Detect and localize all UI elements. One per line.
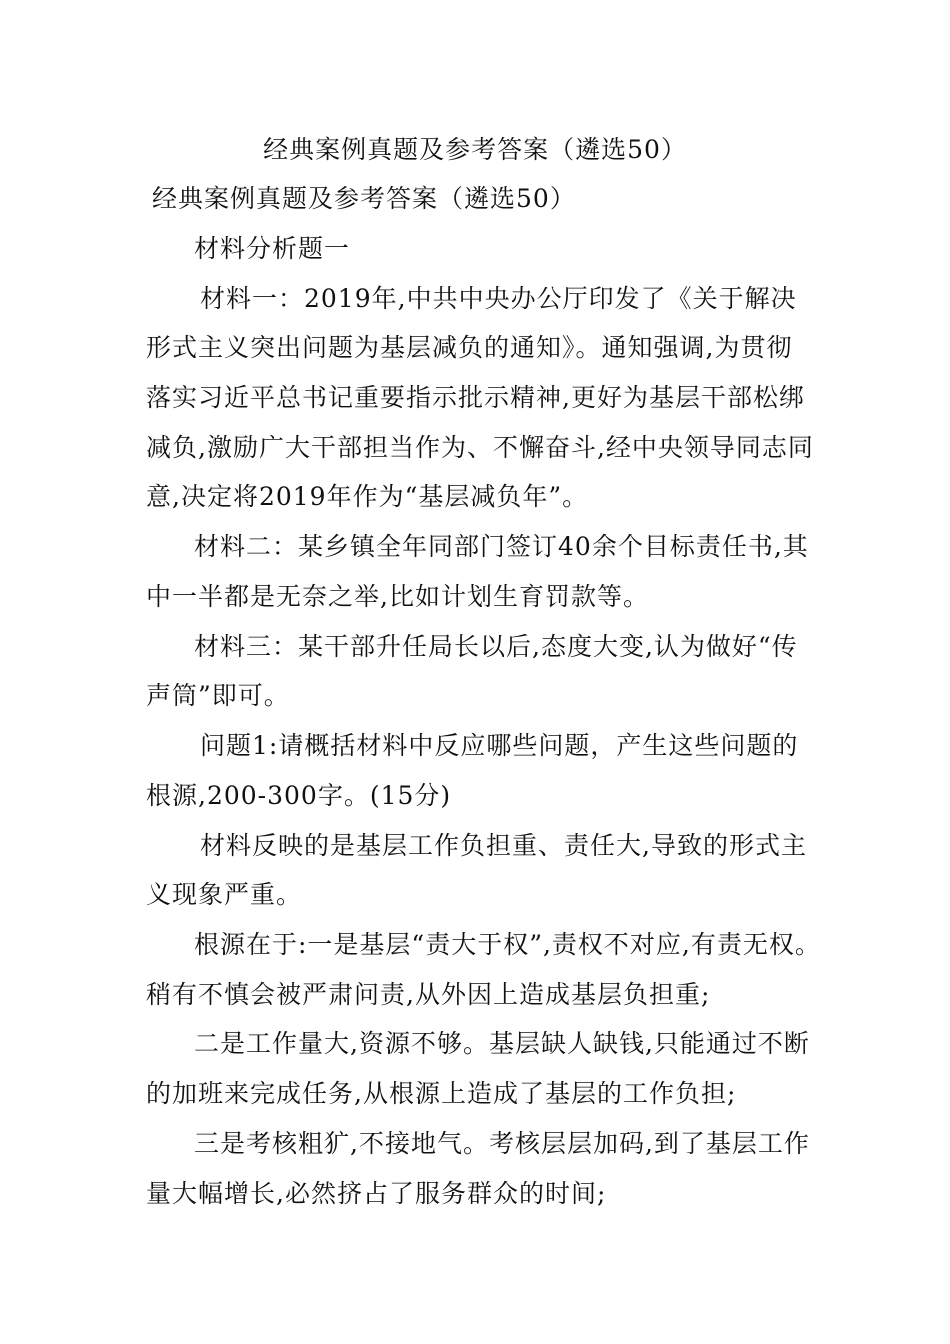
paragraph-line: 形式主义突出问题为基层减负的通知》。通知强调,为贯彻	[146, 333, 793, 362]
answer-line: 义现象严重。	[146, 880, 303, 909]
answer-line: 二是工作量大,资源不够。基层缺人缺钱,只能通过不断	[194, 1029, 810, 1058]
paragraph-line: 减负,激励广大干部担当作为、不懈奋斗,经中央领导同志同	[146, 433, 814, 462]
paragraph-line: 落实习近平总书记重要指示批示精神,更好为基层干部松绑	[146, 383, 805, 412]
answer-line: 三是考核粗犷,不接地气。考核层层加码,到了基层工作	[194, 1129, 810, 1158]
document-title: 经典案例真题及参考答案（遴选50）	[263, 135, 687, 164]
paragraph-line: 材料三：某干部升任局长以后,态度大变,认为做好“传	[194, 632, 798, 661]
question-line: 根源,200-300字。(15分)	[146, 781, 452, 810]
paragraph-line: 意,决定将2019年作为“基层减负年”。	[146, 482, 589, 511]
paragraph-line: 材料一：2019年,中共中央办公厅印发了《关于解决	[200, 284, 797, 313]
paragraph-line: 声筒”即可。	[146, 681, 290, 710]
answer-line: 量大幅增长,必然挤占了服务群众的时间;	[146, 1179, 607, 1208]
answer-line: 材料反映的是基层工作负担重、责任大,导致的形式主	[200, 831, 807, 860]
section-heading: 材料分析题一	[194, 234, 351, 263]
question-line: 问题1:请概括材料中反应哪些问题，产生这些问题的	[200, 731, 799, 760]
answer-line: 稍有不慎会被严肃问责,从外因上造成基层负担重;	[146, 980, 711, 1009]
paragraph-line: 中一半都是无奈之举,比如计划生育罚款等。	[146, 582, 649, 611]
answer-line: 的加班来完成任务,从根源上造成了基层的工作负担;	[146, 1079, 737, 1108]
document-subtitle: 经典案例真题及参考答案（遴选50）	[152, 184, 576, 213]
answer-line: 根源在于:一是基层“责大于权”,责权不对应,有责无权。	[194, 930, 821, 959]
paragraph-line: 材料二：某乡镇全年同部门签订40余个目标责任书,其	[194, 532, 809, 561]
